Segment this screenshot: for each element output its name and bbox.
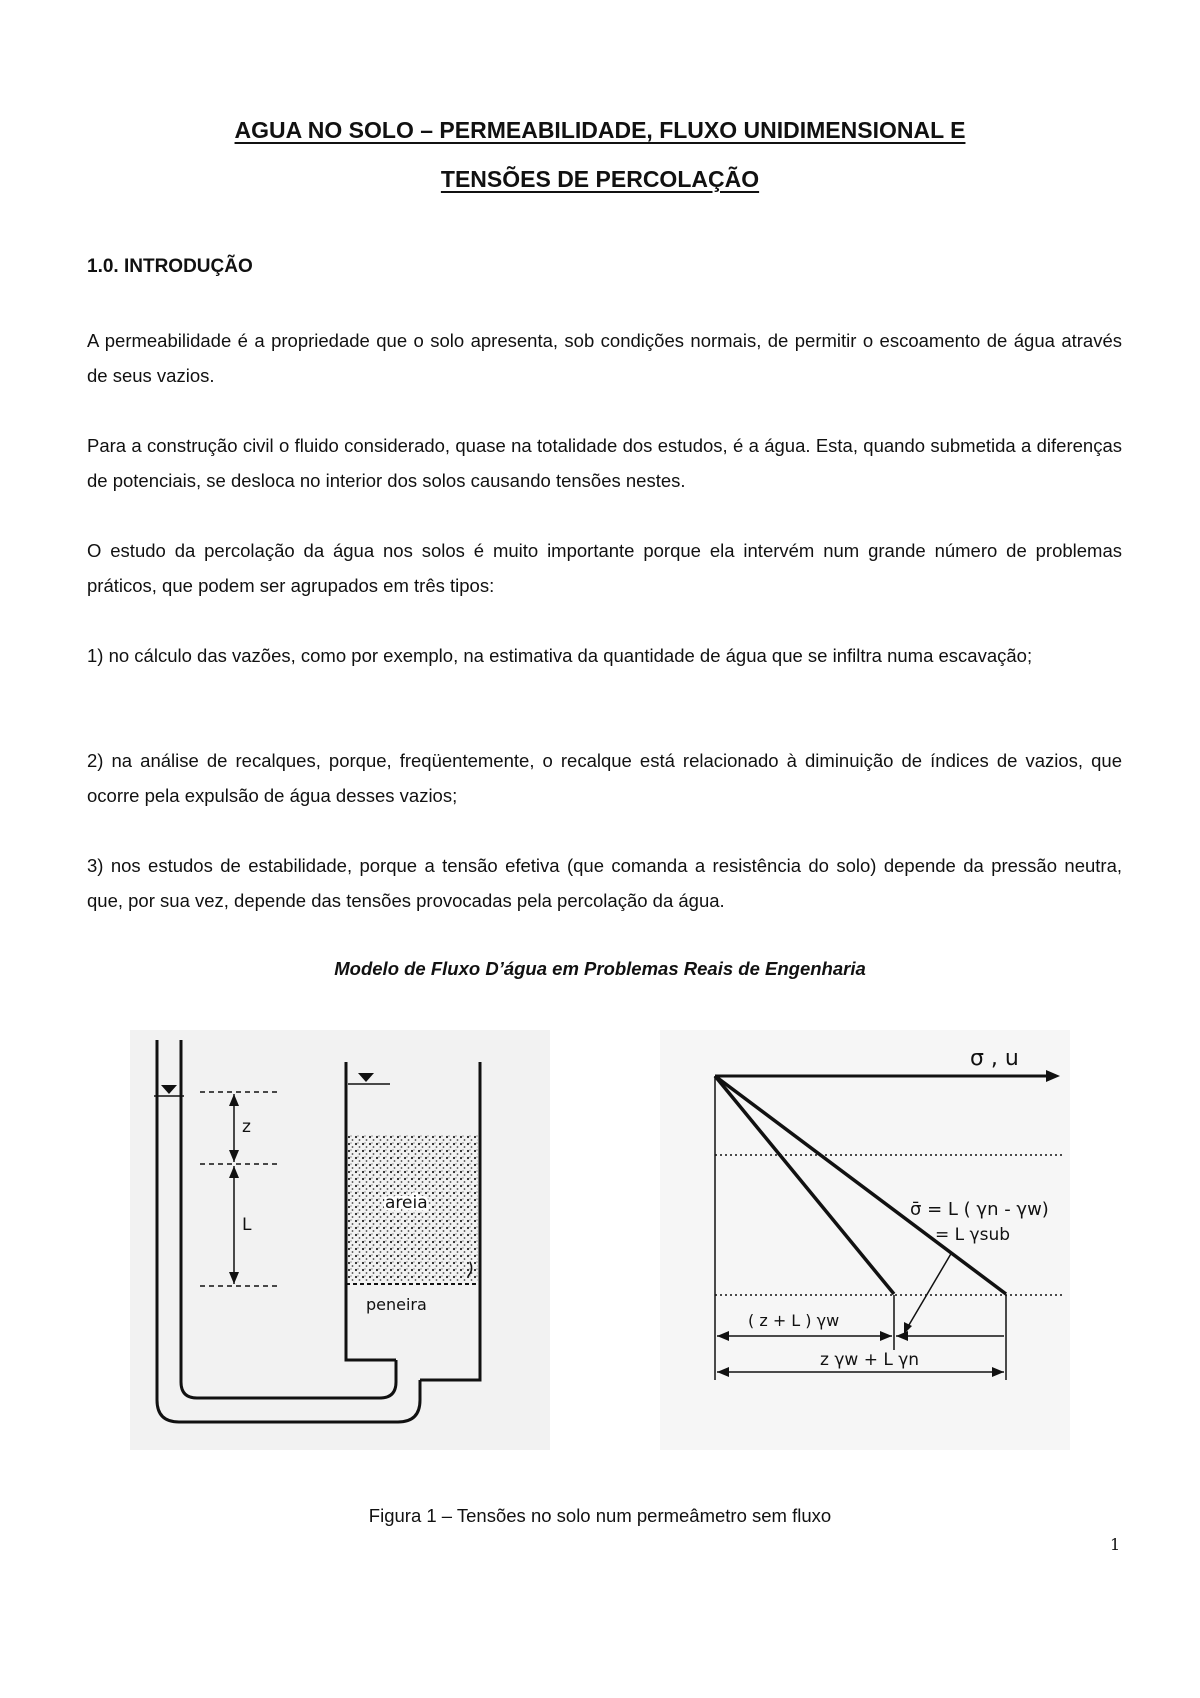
page-number: 1 [1110, 1535, 1121, 1554]
title-line-1: AGUA NO SOLO – PERMEABILIDADE, FLUXO UNIDIMENSIONAL E [234, 117, 966, 143]
axis-label: σ , u [970, 1046, 1019, 1071]
paragraph-item-1: 1) no cálculo das vazões, como por exemplo, na estimativa da quantidade de água que se infiltra numa escavação; [87, 645, 1033, 666]
label-z: z [242, 1117, 251, 1137]
paragraph-item-2: 2) na análise de recalques, porque, freqüentemente, o recalque está relacionado à diminuição de índices de vazios, que ocorre pela expulsão de água desses vazios; [87, 750, 1122, 806]
paragraph-percolation-study: O estudo da percolação da água nos solos é muito importante porque ela intervém num grande número de problemas práticos, que podem ser agrupados em três tipos: [87, 540, 1122, 596]
label-sieve: peneira [366, 1295, 427, 1314]
stress-diagram [660, 1030, 1070, 1450]
label-L: L [242, 1215, 252, 1235]
figure-caption: Figura 1 – Tensões no solo num permeâmetro sem fluxo [368, 1505, 832, 1526]
paragraph-item-3: 3) nos estudos de estabilidade, porque a tensão efetiva (que comanda a resistência do solo) depende da pressão neutra, que, por sua vez, depende das tensões provocadas pela percolação da água. [87, 855, 1122, 911]
effective-stress-equation: σ̄ = L ( γn - γw) [910, 1199, 1049, 1220]
title-line-2: TENSÕES DE PERCOLAÇÃO [440, 166, 760, 192]
permeameter-figure [130, 1030, 550, 1450]
figure-title: Modelo de Fluxo D’água em Problemas Reais de Engenharia [334, 958, 866, 979]
dimension-total-stress: z γw + L γn [820, 1350, 920, 1370]
label-sand: areia [385, 1193, 428, 1213]
dimension-pore-pressure: ( z + L ) γw [748, 1311, 840, 1330]
paragraph-permeability: A permeabilidade é a propriedade que o solo apresenta, sob condições normais, de permitir o escoamento de água através de seus vazios. [87, 330, 1122, 386]
section-heading: 1.0. INTRODUÇÃO [87, 256, 253, 277]
paragraph-civil-construction: Para a construção civil o fluido considerado, quase na totalidade dos estudos, é a água. Esta, quando submetida a diferenças de potenciais, se desloca no interior dos solos causando tensões nestes. [87, 435, 1122, 491]
effective-stress-submerged: = L γsub [935, 1225, 1011, 1245]
